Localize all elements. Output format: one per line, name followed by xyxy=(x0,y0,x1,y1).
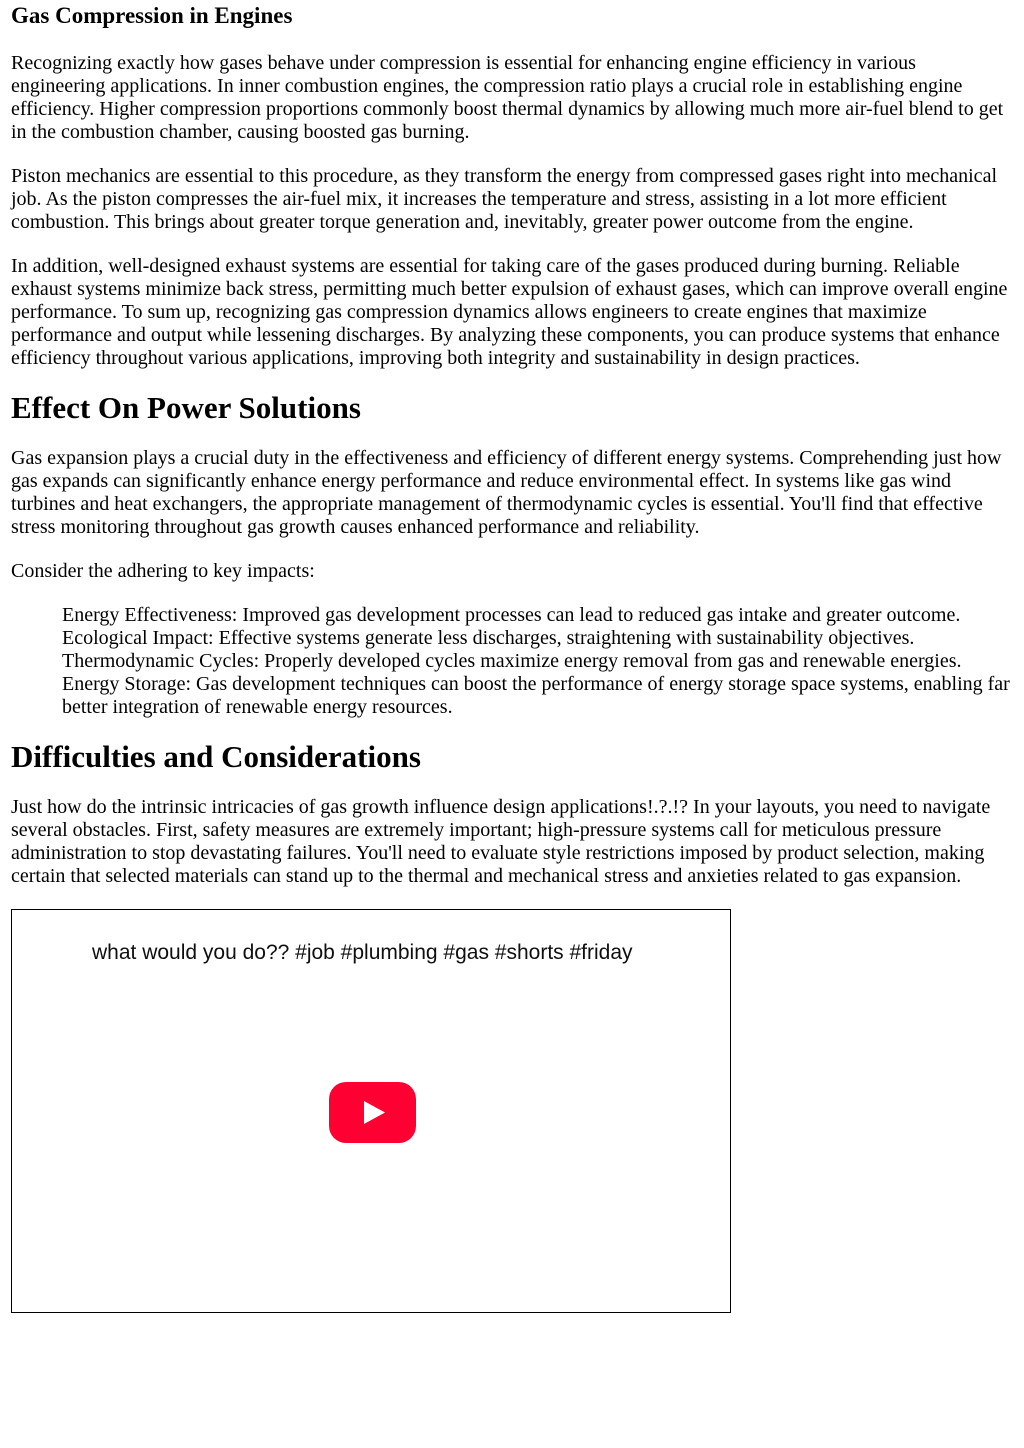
list-item: Energy Effectiveness: Improved gas development processes can lead to reduced gas intake and greater outcome. xyxy=(62,604,961,626)
paragraph: Piston mechanics are essential to this procedure, as they transform the energy from compressed gases right into mechanical job. As the piston compresses the air-fuel mix, it increases the temperature and stress, assisting in a lot more efficient combustion. This brings about greater torque generation and, inevitably, greater power outcome from the engine. xyxy=(11,165,997,233)
youtube-play-icon[interactable] xyxy=(329,1082,416,1143)
paragraph: Consider the adhering to key impacts: xyxy=(11,560,315,582)
paragraph: Recognizing exactly how gases behave under compression is essential for enhancing engine efficiency in various engineering applications. In inner combustion engines, the compression ratio plays a crucial role in establishing engine efficiency. Higher compression proportions commonly boost thermal dynamics by allowing much more air-fuel blend to get in the combustion chamber, causing boosted gas burning. xyxy=(11,52,1004,143)
list-item: Energy Storage: Gas development techniques can boost the performance of energy storage space systems, enabling far better integration of renewable energy resources. xyxy=(62,673,1010,718)
heading-power-solutions: Effect On Power Solutions xyxy=(11,390,361,425)
video-title[interactable]: what would you do?? #job #plumbing #gas #shorts #friday xyxy=(92,941,633,964)
list-item: Thermodynamic Cycles: Properly developed cycles maximize energy removal from gas and renewable energies. xyxy=(62,650,962,672)
paragraph: Just how do the intrinsic intricacies of gas growth influence design applications!.?.!? In your layouts, you need to navigate several obstacles. First, safety measures are extremely important; high-pressure systems call for meticulous pressure administration to stop devastating failures. You'll need to evaluate style restrictions imposed by product selection, making certain that selected materials can stand up to the thermal and mechanical stress and anxieties related to gas expansion. xyxy=(11,796,991,887)
play-triangle-icon xyxy=(329,1082,416,1143)
paragraph: In addition, well-designed exhaust systems are essential for taking care of the gases produced during burning. Reliable exhaust systems minimize back stress, permitting much better expulsion of exhaust gases, which can improve overall engine performance. To sum up, recognizing gas compression dynamics allows engineers to create engines that maximize performance and output while lessening discharges. By analyzing these components, you can produce systems that enhance efficiency throughout various applications, improving both integrity and sustainability in design practices. xyxy=(11,255,1008,369)
impacts-list xyxy=(11,604,1014,719)
video-embed[interactable] xyxy=(11,909,731,1313)
heading-gas-compression: Gas Compression in Engines xyxy=(11,3,293,28)
paragraph: Gas expansion plays a crucial duty in the effectiveness and efficiency of different energy systems. Comprehending just how gas expands can significantly enhance energy performance and reduce environmental effect. In systems like gas wind turbines and heat exchangers, the appropriate management of thermodynamic cycles is essential. You'll find that effective stress monitoring throughout gas growth causes enhanced performance and reliability. xyxy=(11,447,1002,538)
article xyxy=(0,2,1024,1313)
list-item: Ecological Impact: Effective systems generate less discharges, straightening with sustainability objectives. xyxy=(62,627,915,649)
heading-difficulties: Difficulties and Considerations xyxy=(11,739,421,774)
